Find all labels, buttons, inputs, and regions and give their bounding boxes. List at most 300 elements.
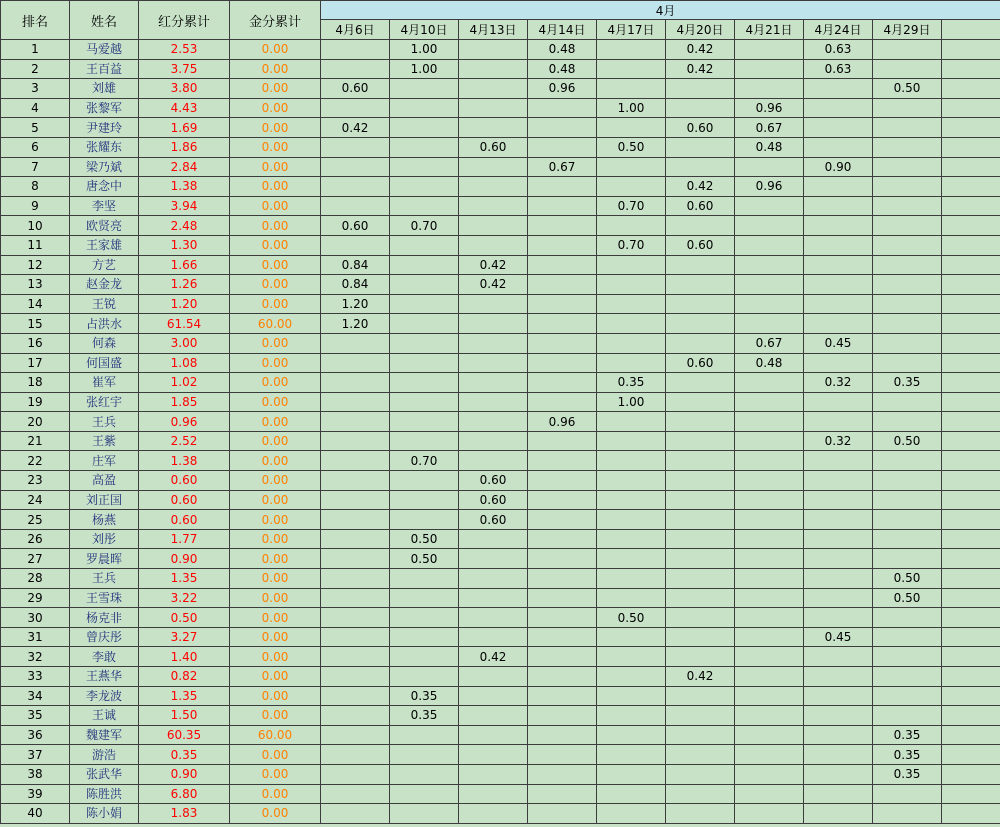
score-cell[interactable] [804, 706, 873, 726]
score-cell[interactable] [942, 764, 1000, 784]
score-cell[interactable]: 0.48 [528, 59, 597, 79]
score-cell[interactable] [942, 353, 1000, 373]
score-cell[interactable] [528, 275, 597, 295]
gold-total-cell[interactable]: 0.00 [230, 373, 321, 393]
score-cell[interactable] [942, 255, 1000, 275]
gold-total-cell[interactable]: 0.00 [230, 431, 321, 451]
score-cell[interactable]: 0.42 [321, 118, 390, 138]
rank-cell[interactable]: 32 [1, 647, 70, 667]
score-cell[interactable] [666, 79, 735, 99]
gold-total-cell[interactable]: 0.00 [230, 98, 321, 118]
score-cell[interactable] [804, 177, 873, 197]
rank-cell[interactable]: 30 [1, 608, 70, 628]
score-cell[interactable] [390, 764, 459, 784]
score-cell[interactable] [528, 333, 597, 353]
rank-cell[interactable]: 7 [1, 157, 70, 177]
score-cell[interactable] [873, 490, 942, 510]
score-cell[interactable]: 0.35 [390, 686, 459, 706]
score-cell[interactable] [528, 451, 597, 471]
red-total-cell[interactable]: 0.90 [139, 764, 230, 784]
score-cell[interactable] [873, 235, 942, 255]
score-cell[interactable] [321, 549, 390, 569]
score-cell[interactable] [459, 725, 528, 745]
score-cell[interactable] [942, 569, 1000, 589]
score-cell[interactable]: 0.50 [873, 588, 942, 608]
score-cell[interactable] [735, 216, 804, 236]
gold-total-cell[interactable]: 0.00 [230, 392, 321, 412]
score-cell[interactable] [528, 706, 597, 726]
score-cell[interactable] [528, 98, 597, 118]
score-cell[interactable]: 0.96 [735, 177, 804, 197]
score-cell[interactable] [321, 627, 390, 647]
gold-total-cell[interactable]: 0.00 [230, 294, 321, 314]
rank-cell[interactable]: 29 [1, 588, 70, 608]
score-cell[interactable] [873, 549, 942, 569]
rank-cell[interactable]: 26 [1, 529, 70, 549]
red-total-cell[interactable]: 3.27 [139, 627, 230, 647]
score-cell[interactable] [459, 451, 528, 471]
score-cell[interactable] [597, 40, 666, 60]
score-cell[interactable]: 0.45 [804, 333, 873, 353]
red-total-cell[interactable]: 0.60 [139, 510, 230, 530]
score-cell[interactable] [804, 510, 873, 530]
score-cell[interactable] [804, 314, 873, 334]
score-cell[interactable] [942, 373, 1000, 393]
score-cell[interactable] [942, 157, 1000, 177]
score-cell[interactable] [321, 667, 390, 687]
score-cell[interactable] [666, 764, 735, 784]
score-cell[interactable] [873, 196, 942, 216]
score-cell[interactable] [873, 177, 942, 197]
rank-cell[interactable]: 10 [1, 216, 70, 236]
red-total-cell[interactable]: 0.90 [139, 549, 230, 569]
score-cell[interactable] [942, 451, 1000, 471]
red-total-cell[interactable]: 1.66 [139, 255, 230, 275]
score-cell[interactable] [528, 764, 597, 784]
score-cell[interactable] [528, 353, 597, 373]
score-cell[interactable] [597, 549, 666, 569]
name-cell[interactable]: 杨克非 [70, 608, 139, 628]
gold-total-cell[interactable]: 0.00 [230, 549, 321, 569]
score-cell[interactable]: 0.90 [804, 157, 873, 177]
score-cell[interactable] [735, 549, 804, 569]
score-cell[interactable] [459, 686, 528, 706]
rank-cell[interactable]: 27 [1, 549, 70, 569]
score-cell[interactable] [942, 98, 1000, 118]
red-total-cell[interactable]: 1.35 [139, 686, 230, 706]
gold-total-cell[interactable]: 0.00 [230, 706, 321, 726]
score-cell[interactable] [735, 647, 804, 667]
score-cell[interactable]: 0.35 [873, 764, 942, 784]
gold-total-cell[interactable]: 0.00 [230, 588, 321, 608]
score-cell[interactable] [942, 667, 1000, 687]
score-cell[interactable] [597, 255, 666, 275]
score-cell[interactable]: 0.32 [804, 373, 873, 393]
score-cell[interactable] [735, 79, 804, 99]
score-cell[interactable]: 0.84 [321, 255, 390, 275]
score-cell[interactable] [597, 667, 666, 687]
score-cell[interactable] [528, 588, 597, 608]
score-cell[interactable]: 0.60 [321, 216, 390, 236]
score-cell[interactable] [735, 373, 804, 393]
score-cell[interactable]: 0.48 [735, 353, 804, 373]
score-cell[interactable] [459, 98, 528, 118]
score-cell[interactable] [666, 294, 735, 314]
score-cell[interactable] [528, 627, 597, 647]
score-cell[interactable]: 0.84 [321, 275, 390, 295]
rank-cell[interactable]: 33 [1, 667, 70, 687]
score-cell[interactable] [597, 804, 666, 824]
name-cell[interactable]: 王家雄 [70, 235, 139, 255]
score-cell[interactable] [390, 392, 459, 412]
score-cell[interactable]: 0.48 [735, 137, 804, 157]
score-cell[interactable]: 0.63 [804, 40, 873, 60]
red-total-cell[interactable]: 1.50 [139, 706, 230, 726]
gold-total-cell[interactable]: 0.00 [230, 804, 321, 824]
score-cell[interactable] [528, 804, 597, 824]
red-total-cell[interactable]: 3.80 [139, 79, 230, 99]
header-date[interactable]: 4月17日 [597, 20, 666, 40]
name-cell[interactable]: 张黎军 [70, 98, 139, 118]
score-cell[interactable] [597, 706, 666, 726]
gold-total-cell[interactable]: 0.00 [230, 333, 321, 353]
name-cell[interactable]: 唐念中 [70, 177, 139, 197]
header-date[interactable]: 4月13日 [459, 20, 528, 40]
score-cell[interactable] [390, 275, 459, 295]
red-total-cell[interactable]: 2.52 [139, 431, 230, 451]
score-cell[interactable] [459, 333, 528, 353]
name-cell[interactable]: 王诚 [70, 706, 139, 726]
score-cell[interactable] [942, 549, 1000, 569]
score-cell[interactable] [597, 59, 666, 79]
score-cell[interactable] [321, 196, 390, 216]
score-cell[interactable] [459, 353, 528, 373]
score-cell[interactable] [528, 647, 597, 667]
score-cell[interactable] [735, 431, 804, 451]
score-cell[interactable] [942, 647, 1000, 667]
score-cell[interactable] [528, 255, 597, 275]
score-cell[interactable] [597, 569, 666, 589]
red-total-cell[interactable]: 1.02 [139, 373, 230, 393]
score-cell[interactable] [873, 804, 942, 824]
score-cell[interactable]: 0.60 [666, 235, 735, 255]
rank-cell[interactable]: 28 [1, 569, 70, 589]
score-cell[interactable] [321, 40, 390, 60]
score-cell[interactable] [804, 353, 873, 373]
score-cell[interactable] [666, 745, 735, 765]
red-total-cell[interactable]: 1.30 [139, 235, 230, 255]
name-cell[interactable]: 何国盛 [70, 353, 139, 373]
rank-cell[interactable]: 4 [1, 98, 70, 118]
score-cell[interactable] [459, 79, 528, 99]
rank-cell[interactable]: 16 [1, 333, 70, 353]
score-cell[interactable] [735, 725, 804, 745]
rank-cell[interactable]: 23 [1, 471, 70, 491]
name-cell[interactable]: 高盈 [70, 471, 139, 491]
score-cell[interactable] [459, 235, 528, 255]
score-cell[interactable] [735, 745, 804, 765]
score-cell[interactable] [873, 608, 942, 628]
score-cell[interactable] [390, 255, 459, 275]
score-cell[interactable]: 1.00 [597, 392, 666, 412]
score-cell[interactable] [597, 412, 666, 432]
score-cell[interactable] [666, 529, 735, 549]
red-total-cell[interactable]: 0.60 [139, 490, 230, 510]
score-cell[interactable] [942, 314, 1000, 334]
score-cell[interactable] [666, 157, 735, 177]
rank-cell[interactable]: 20 [1, 412, 70, 432]
score-cell[interactable] [942, 275, 1000, 295]
score-cell[interactable] [735, 196, 804, 216]
gold-total-cell[interactable]: 0.00 [230, 412, 321, 432]
score-cell[interactable] [459, 431, 528, 451]
name-cell[interactable]: 罗晨晖 [70, 549, 139, 569]
score-cell[interactable] [942, 392, 1000, 412]
score-cell[interactable] [735, 275, 804, 295]
score-cell[interactable] [666, 98, 735, 118]
gold-total-cell[interactable]: 0.00 [230, 471, 321, 491]
score-cell[interactable] [873, 59, 942, 79]
red-total-cell[interactable]: 2.53 [139, 40, 230, 60]
score-cell[interactable] [942, 686, 1000, 706]
score-cell[interactable] [459, 412, 528, 432]
name-cell[interactable]: 王紫 [70, 431, 139, 451]
score-cell[interactable]: 0.96 [528, 79, 597, 99]
score-cell[interactable] [321, 804, 390, 824]
score-cell[interactable] [804, 686, 873, 706]
score-cell[interactable] [528, 392, 597, 412]
name-cell[interactable]: 曾庆彤 [70, 627, 139, 647]
name-cell[interactable]: 方艺 [70, 255, 139, 275]
gold-total-cell[interactable]: 0.00 [230, 40, 321, 60]
score-cell[interactable] [666, 706, 735, 726]
score-cell[interactable] [597, 216, 666, 236]
score-cell[interactable] [735, 294, 804, 314]
gold-total-cell[interactable]: 0.00 [230, 764, 321, 784]
score-cell[interactable] [321, 412, 390, 432]
score-cell[interactable] [804, 725, 873, 745]
score-cell[interactable] [804, 216, 873, 236]
gold-total-cell[interactable]: 0.00 [230, 647, 321, 667]
score-cell[interactable] [873, 686, 942, 706]
score-cell[interactable] [528, 314, 597, 334]
score-cell[interactable] [735, 608, 804, 628]
score-cell[interactable] [390, 490, 459, 510]
score-cell[interactable] [528, 549, 597, 569]
gold-total-cell[interactable]: 0.00 [230, 196, 321, 216]
score-cell[interactable] [666, 647, 735, 667]
score-cell[interactable] [735, 235, 804, 255]
rank-cell[interactable]: 6 [1, 137, 70, 157]
score-cell[interactable] [873, 392, 942, 412]
score-cell[interactable] [735, 667, 804, 687]
name-cell[interactable]: 王兵 [70, 412, 139, 432]
red-total-cell[interactable]: 1.40 [139, 647, 230, 667]
score-cell[interactable] [390, 608, 459, 628]
gold-total-cell[interactable]: 0.00 [230, 235, 321, 255]
score-cell[interactable] [459, 314, 528, 334]
score-cell[interactable]: 0.96 [528, 412, 597, 432]
name-cell[interactable]: 马爱越 [70, 40, 139, 60]
name-cell[interactable]: 杨燕 [70, 510, 139, 530]
score-cell[interactable] [597, 451, 666, 471]
score-cell[interactable]: 0.50 [390, 529, 459, 549]
score-cell[interactable] [873, 314, 942, 334]
score-cell[interactable] [597, 294, 666, 314]
red-total-cell[interactable]: 1.83 [139, 804, 230, 824]
gold-total-cell[interactable]: 0.00 [230, 216, 321, 236]
rank-cell[interactable]: 15 [1, 314, 70, 334]
rank-cell[interactable]: 12 [1, 255, 70, 275]
name-cell[interactable]: 魏建军 [70, 725, 139, 745]
score-cell[interactable] [735, 706, 804, 726]
score-cell[interactable] [528, 510, 597, 530]
score-cell[interactable] [321, 373, 390, 393]
red-total-cell[interactable]: 0.96 [139, 412, 230, 432]
score-cell[interactable] [873, 627, 942, 647]
score-cell[interactable] [666, 137, 735, 157]
score-cell[interactable] [459, 59, 528, 79]
score-cell[interactable]: 0.67 [528, 157, 597, 177]
score-cell[interactable]: 1.00 [390, 40, 459, 60]
score-cell[interactable] [321, 490, 390, 510]
score-cell[interactable] [321, 98, 390, 118]
gold-total-cell[interactable]: 0.00 [230, 275, 321, 295]
score-cell[interactable] [735, 529, 804, 549]
score-cell[interactable] [390, 412, 459, 432]
score-cell[interactable]: 0.70 [597, 196, 666, 216]
score-cell[interactable] [666, 392, 735, 412]
score-cell[interactable] [390, 314, 459, 334]
score-cell[interactable] [390, 235, 459, 255]
score-cell[interactable] [390, 569, 459, 589]
score-cell[interactable] [873, 784, 942, 804]
score-cell[interactable] [528, 608, 597, 628]
score-cell[interactable]: 1.00 [390, 59, 459, 79]
score-cell[interactable] [390, 627, 459, 647]
red-total-cell[interactable]: 4.43 [139, 98, 230, 118]
gold-total-cell[interactable]: 0.00 [230, 157, 321, 177]
header-date[interactable]: 4月29日 [873, 20, 942, 40]
score-cell[interactable] [873, 706, 942, 726]
score-cell[interactable] [942, 196, 1000, 216]
score-cell[interactable] [459, 608, 528, 628]
score-cell[interactable] [873, 333, 942, 353]
rank-cell[interactable]: 31 [1, 627, 70, 647]
score-cell[interactable] [321, 588, 390, 608]
rank-cell[interactable]: 36 [1, 725, 70, 745]
score-cell[interactable] [528, 784, 597, 804]
rank-cell[interactable]: 24 [1, 490, 70, 510]
red-total-cell[interactable]: 60.35 [139, 725, 230, 745]
score-cell[interactable] [528, 118, 597, 138]
score-cell[interactable] [459, 549, 528, 569]
score-cell[interactable]: 0.50 [597, 137, 666, 157]
rank-cell[interactable]: 8 [1, 177, 70, 197]
score-cell[interactable] [459, 745, 528, 765]
score-cell[interactable] [804, 235, 873, 255]
score-cell[interactable] [666, 373, 735, 393]
gold-total-cell[interactable]: 0.00 [230, 451, 321, 471]
rank-cell[interactable]: 22 [1, 451, 70, 471]
score-cell[interactable] [942, 608, 1000, 628]
score-cell[interactable] [390, 98, 459, 118]
score-cell[interactable] [804, 392, 873, 412]
red-total-cell[interactable]: 1.38 [139, 451, 230, 471]
score-cell[interactable] [735, 686, 804, 706]
red-total-cell[interactable]: 2.84 [139, 157, 230, 177]
score-cell[interactable] [597, 314, 666, 334]
score-cell[interactable] [597, 177, 666, 197]
score-cell[interactable]: 0.48 [528, 40, 597, 60]
score-cell[interactable] [942, 510, 1000, 530]
score-cell[interactable] [321, 471, 390, 491]
red-total-cell[interactable]: 2.48 [139, 216, 230, 236]
score-cell[interactable] [804, 412, 873, 432]
score-cell[interactable] [321, 451, 390, 471]
score-cell[interactable] [528, 137, 597, 157]
score-cell[interactable] [804, 529, 873, 549]
score-cell[interactable] [735, 314, 804, 334]
score-cell[interactable]: 0.60 [459, 137, 528, 157]
header-gold-total[interactable]: 金分累计 [230, 1, 321, 40]
gold-total-cell[interactable]: 0.00 [230, 627, 321, 647]
red-total-cell[interactable]: 1.85 [139, 392, 230, 412]
score-cell[interactable]: 0.50 [597, 608, 666, 628]
name-cell[interactable]: 梁乃斌 [70, 157, 139, 177]
score-cell[interactable] [528, 294, 597, 314]
score-cell[interactable] [942, 745, 1000, 765]
score-cell[interactable] [804, 98, 873, 118]
score-cell[interactable] [804, 137, 873, 157]
score-cell[interactable] [666, 471, 735, 491]
score-cell[interactable] [390, 333, 459, 353]
score-cell[interactable] [942, 177, 1000, 197]
score-cell[interactable] [528, 490, 597, 510]
score-cell[interactable] [597, 471, 666, 491]
score-cell[interactable] [666, 255, 735, 275]
gold-total-cell[interactable]: 0.00 [230, 667, 321, 687]
score-cell[interactable] [459, 627, 528, 647]
gold-total-cell[interactable]: 0.00 [230, 255, 321, 275]
score-cell[interactable] [804, 275, 873, 295]
score-cell[interactable]: 0.60 [459, 490, 528, 510]
red-total-cell[interactable]: 1.86 [139, 137, 230, 157]
score-cell[interactable] [390, 118, 459, 138]
red-total-cell[interactable]: 1.77 [139, 529, 230, 549]
score-cell[interactable] [804, 745, 873, 765]
score-cell[interactable] [390, 177, 459, 197]
score-cell[interactable] [873, 667, 942, 687]
score-cell[interactable] [597, 118, 666, 138]
gold-total-cell[interactable]: 0.00 [230, 118, 321, 138]
gold-total-cell[interactable]: 0.00 [230, 353, 321, 373]
score-cell[interactable] [666, 451, 735, 471]
score-cell[interactable] [390, 784, 459, 804]
gold-total-cell[interactable]: 0.00 [230, 569, 321, 589]
score-cell[interactable] [459, 588, 528, 608]
score-cell[interactable] [390, 588, 459, 608]
score-cell[interactable] [459, 706, 528, 726]
score-cell[interactable] [321, 157, 390, 177]
score-cell[interactable] [873, 275, 942, 295]
red-total-cell[interactable]: 3.94 [139, 196, 230, 216]
score-cell[interactable] [666, 510, 735, 530]
rank-cell[interactable]: 2 [1, 59, 70, 79]
score-cell[interactable] [666, 412, 735, 432]
score-cell[interactable] [390, 431, 459, 451]
score-cell[interactable] [459, 373, 528, 393]
